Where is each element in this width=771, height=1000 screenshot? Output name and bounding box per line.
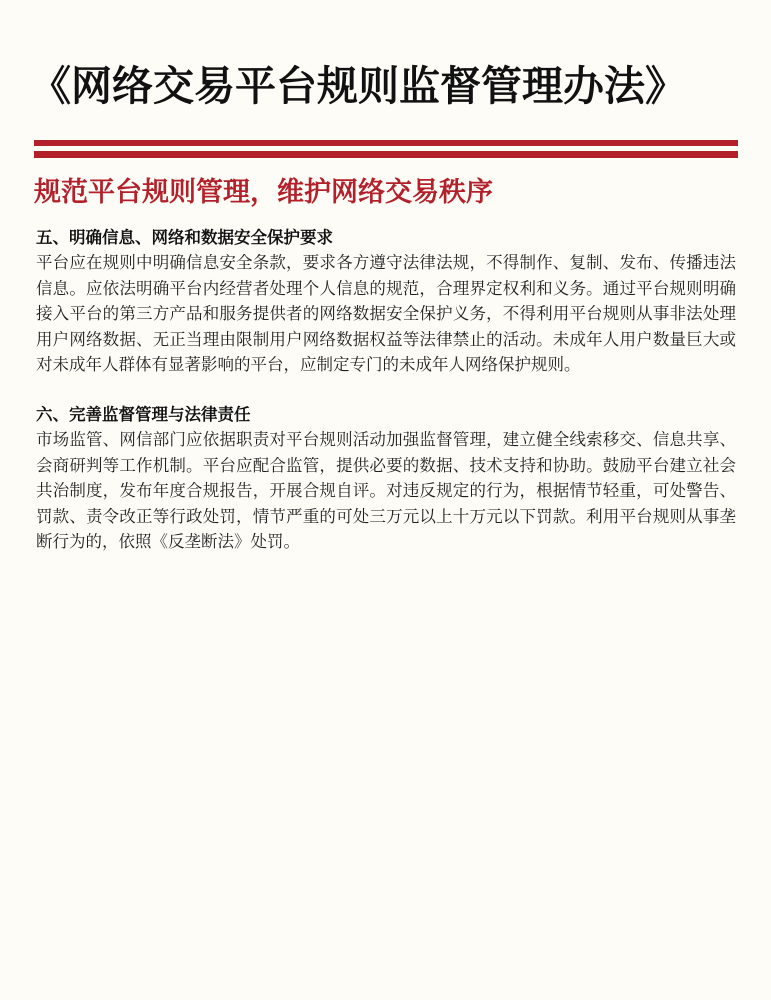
- section-heading: 五、明确信息、网络和数据安全保护要求: [36, 228, 333, 247]
- section-heading: 六、完善监督管理与法律责任: [36, 405, 251, 424]
- document-subtitle: 规范平台规则管理，维护网络交易秩序: [34, 177, 493, 208]
- section-supervision: [36, 403, 736, 555]
- section-body: 平台应在规则中明确信息安全条款，要求各方遵守法律法规，不得制作、复制、发布、传播违法信息。应依法明确平台内经营者处理个人信息的规范，合理界定权利和义务。通过平台规则明确接入平台的第三方产品和服务提供者的网络数据安全保护义务，不得利用平台规则从事非法处理用户网络数据、无正当理由限制用户网络数据权益等法律禁止的活动。未成年人用户数量巨大或对未成年人群体有显著影响的平台，应制定专门的未成年人网络保护规则。: [36, 253, 736, 374]
- section-body: 市场监管、网信部门应依据职责对平台规则活动加强监督管理，建立健全线索移交、信息共享、会商研判等工作机制。平台应配合监管，提供必要的数据、技术支持和协助。鼓励平台建立社会共治制度，发布年度合规报告，开展合规自评。对违反规定的行为，根据情节轻重，可处警告、罚款、责令改正等行政处罚，情节严重的可处三万元以上十万元以下罚款。利用平台规则从事垄断行为的，依照《反垄断法》处罚。: [36, 430, 736, 551]
- title-divider-bottom: [34, 151, 738, 158]
- title-divider-top: [34, 140, 738, 146]
- document-title: 《网络交易平台规则监督管理办法》: [30, 62, 686, 110]
- section-data-security: [36, 226, 736, 378]
